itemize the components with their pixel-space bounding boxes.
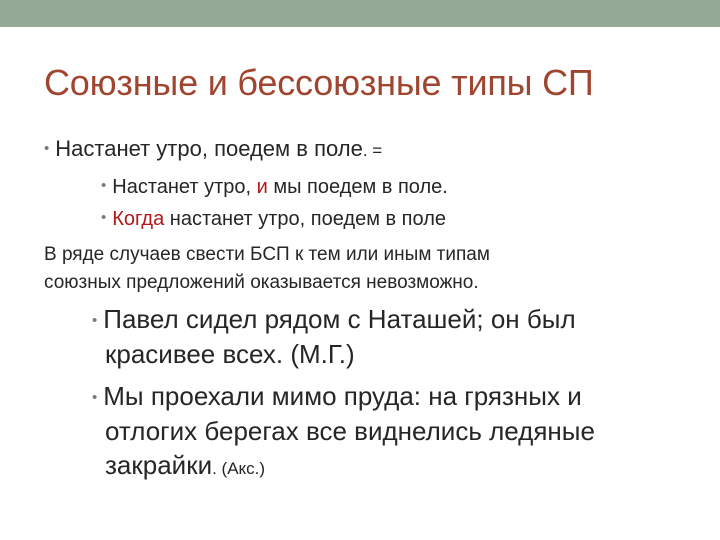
example-text: Настанет утро, поедем в поле bbox=[55, 136, 363, 161]
bullet-icon: • bbox=[101, 209, 107, 226]
conjunction-highlight: Когда bbox=[112, 208, 165, 230]
example-suffix: . = bbox=[362, 141, 383, 160]
slide-title: Союзные и бессоюзные типы СП bbox=[44, 62, 594, 103]
example-text-after: настанет утро, поедем в поле bbox=[164, 208, 446, 230]
quote-source: . (Акс.) bbox=[212, 459, 266, 478]
quote-example-2 bbox=[92, 381, 582, 412]
bullet-icon: • bbox=[101, 177, 107, 194]
example-text-after: мы поедем в поле. bbox=[267, 176, 448, 198]
example-text-before: Настанет утро, bbox=[112, 176, 257, 198]
example-line-with-conjunction bbox=[101, 176, 448, 199]
quote-example-2-final-line bbox=[105, 450, 265, 481]
example-line-subordinate bbox=[101, 208, 446, 231]
conjunction-highlight: и bbox=[256, 176, 268, 198]
explanation-paragraph bbox=[44, 241, 490, 297]
example-line-main bbox=[44, 136, 382, 162]
bullet-icon: • bbox=[44, 140, 50, 157]
paragraph-line: В ряде случаев свести БСП к тем или иным типам bbox=[44, 244, 490, 265]
slide-top-bar bbox=[0, 0, 720, 27]
quote-example-1-continuation: красивее всех. (М.Г.) bbox=[105, 339, 355, 369]
quote-example-1 bbox=[92, 304, 576, 335]
quote-line: Павел сидел рядом с Наташей; он был bbox=[103, 304, 576, 334]
quote-line: закрайки bbox=[105, 450, 213, 480]
quote-example-2-continuation: отлогих берегах все виднелись ледяные bbox=[105, 416, 595, 446]
quote-line: Мы проехали мимо пруда: на грязных и bbox=[103, 381, 582, 411]
bullet-icon: • bbox=[92, 389, 98, 406]
bullet-icon: • bbox=[92, 312, 98, 329]
paragraph-line: союзных предложений оказывается невозможно. bbox=[44, 272, 479, 293]
